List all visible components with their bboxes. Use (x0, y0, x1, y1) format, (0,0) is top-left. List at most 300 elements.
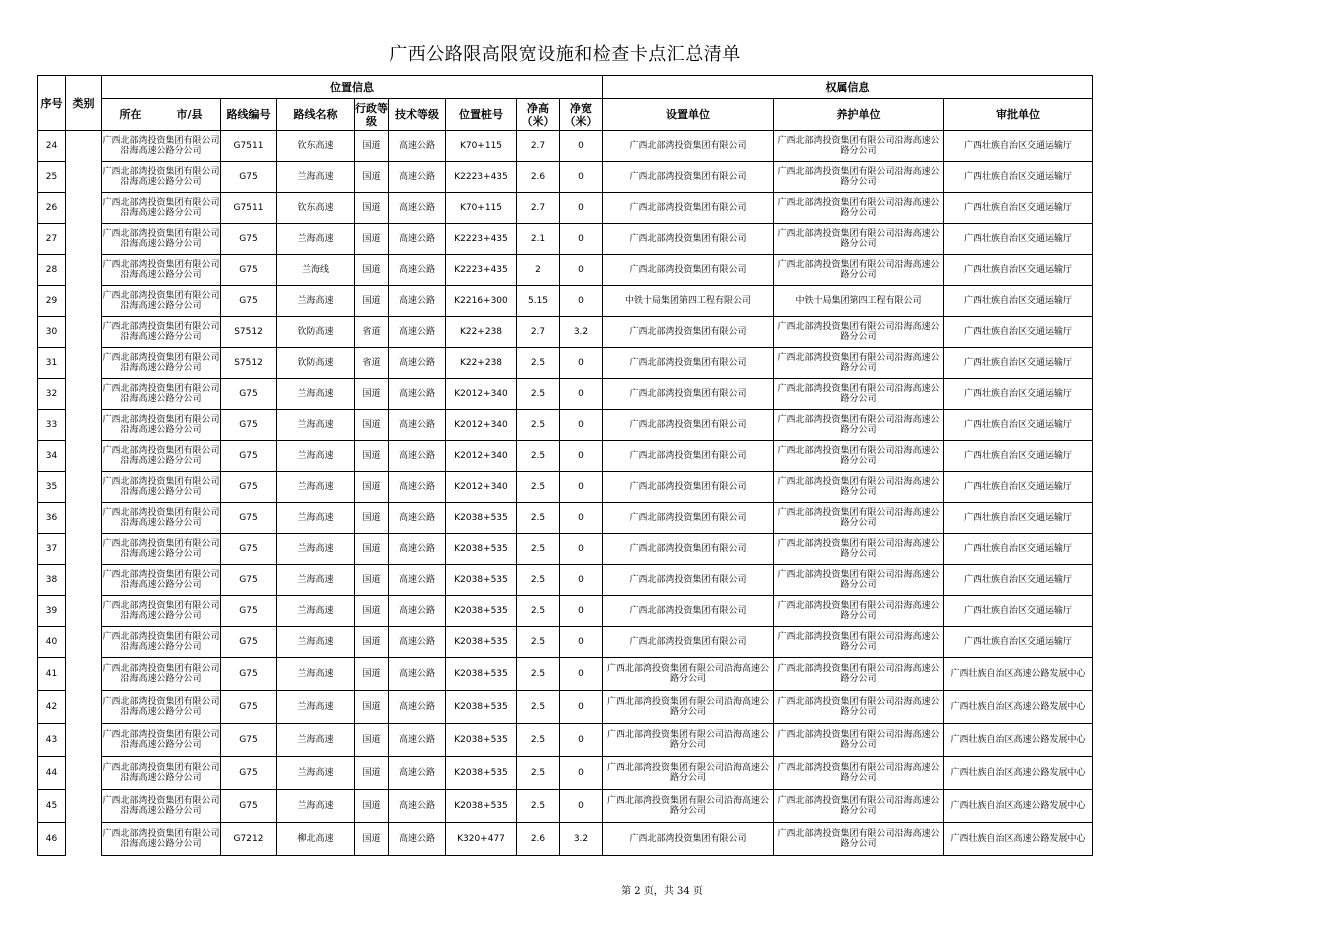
maint-unit-cell: 广西北部湾投资集团有限公司沿海高速公路分公司 (774, 658, 944, 691)
height-cell: 2.5 (517, 503, 560, 534)
route-name-cell: 兰海高速 (277, 691, 355, 724)
page-footer: 第 2 页，共 34 页 (621, 886, 703, 897)
tech-level-cell: 高速公路 (389, 379, 446, 410)
category-cell (66, 131, 102, 162)
table-row (38, 193, 1093, 224)
setup-unit-cell: 广西北部湾投资集团有限公司 (603, 823, 774, 856)
header-loc-a: 所在 (119, 108, 142, 121)
route-no-cell: G75 (221, 472, 277, 503)
setup-unit-cell: 广西北部湾投资集团有限公司 (603, 131, 774, 162)
route-no-cell: G75 (221, 565, 277, 596)
setup-unit-cell: 广西北部湾投资集团有限公司 (603, 596, 774, 627)
route-name-cell: 兰海高速 (277, 286, 355, 317)
table-row (38, 131, 1093, 162)
route-name-cell: 钦防高速 (277, 348, 355, 379)
tech-level-cell: 高速公路 (389, 658, 446, 691)
location-cell: 广西北部湾投资集团有限公司沿海高速公路分公司 (102, 596, 221, 627)
approval-unit-cell: 广西壮族自治区交通运输厅 (944, 410, 1093, 441)
admin-level-cell: 国道 (355, 757, 389, 790)
seq-cell: 30 (38, 317, 66, 348)
route-no-cell: G7511 (221, 131, 277, 162)
location-cell: 广西北部湾投资集团有限公司沿海高速公路分公司 (102, 348, 221, 379)
category-cell (66, 596, 102, 627)
route-name-cell: 兰海高速 (277, 503, 355, 534)
stake-cell: K2038+535 (446, 565, 517, 596)
approval-unit-cell: 广西壮族自治区交通运输厅 (944, 193, 1093, 224)
stake-cell: K2038+535 (446, 503, 517, 534)
category-cell (66, 193, 102, 224)
maint-unit-cell: 广西北部湾投资集团有限公司沿海高速公路分公司 (774, 255, 944, 286)
tech-level-cell: 高速公路 (389, 410, 446, 441)
width-cell: 0 (560, 503, 603, 534)
seq-cell: 46 (38, 823, 66, 856)
header-width: 净宽（米） (560, 99, 603, 131)
table-row (38, 565, 1093, 596)
category-cell (66, 441, 102, 472)
height-cell: 2.5 (517, 348, 560, 379)
width-cell: 0 (560, 162, 603, 193)
maint-unit-cell: 广西北部湾投资集团有限公司沿海高速公路分公司 (774, 162, 944, 193)
maint-unit-cell: 广西北部湾投资集团有限公司沿海高速公路分公司 (774, 724, 944, 757)
table-row (38, 823, 1093, 856)
location-cell: 广西北部湾投资集团有限公司沿海高速公路分公司 (102, 790, 221, 823)
category-cell (66, 255, 102, 286)
height-cell: 2.5 (517, 441, 560, 472)
category-cell (66, 691, 102, 724)
category-cell (66, 286, 102, 317)
location-cell: 广西北部湾投资集团有限公司沿海高速公路分公司 (102, 724, 221, 757)
height-cell: 2.5 (517, 627, 560, 658)
location-cell: 广西北部湾投资集团有限公司沿海高速公路分公司 (102, 224, 221, 255)
location-cell: 广西北部湾投资集团有限公司沿海高速公路分公司 (102, 317, 221, 348)
approval-unit-cell: 广西壮族自治区交通运输厅 (944, 224, 1093, 255)
setup-unit-cell: 广西北部湾投资集团有限公司 (603, 255, 774, 286)
table-row (38, 691, 1093, 724)
width-cell: 0 (560, 472, 603, 503)
table-row (38, 534, 1093, 565)
table-row (38, 317, 1093, 348)
width-cell: 0 (560, 224, 603, 255)
admin-level-cell: 国道 (355, 627, 389, 658)
category-cell (66, 224, 102, 255)
setup-unit-cell: 广西北部湾投资集团有限公司 (603, 379, 774, 410)
route-no-cell: G75 (221, 410, 277, 441)
route-name-cell: 兰海高速 (277, 162, 355, 193)
stake-cell: K2216+300 (446, 286, 517, 317)
height-cell: 2.7 (517, 317, 560, 348)
maint-unit-cell: 广西北部湾投资集团有限公司沿海高速公路分公司 (774, 348, 944, 379)
route-no-cell: G7511 (221, 193, 277, 224)
height-cell: 2.7 (517, 131, 560, 162)
seq-cell: 38 (38, 565, 66, 596)
table-row (38, 724, 1093, 757)
stake-cell: K2223+435 (446, 255, 517, 286)
route-no-cell: G7212 (221, 823, 277, 856)
height-cell: 2.5 (517, 565, 560, 596)
table-row (38, 286, 1093, 317)
table-row (38, 503, 1093, 534)
stake-cell: K2012+340 (446, 441, 517, 472)
height-cell: 2.5 (517, 596, 560, 627)
approval-unit-cell: 广西壮族自治区交通运输厅 (944, 503, 1093, 534)
admin-level-cell: 国道 (355, 224, 389, 255)
setup-unit-cell: 广西北部湾投资集团有限公司 (603, 534, 774, 565)
admin-level-cell: 国道 (355, 658, 389, 691)
approval-unit-cell: 广西壮族自治区高速公路发展中心 (944, 790, 1093, 823)
route-no-cell: G75 (221, 534, 277, 565)
location-cell: 广西北部湾投资集团有限公司沿海高速公路分公司 (102, 565, 221, 596)
seq-cell: 36 (38, 503, 66, 534)
table-row (38, 410, 1093, 441)
admin-level-cell: 国道 (355, 410, 389, 441)
setup-unit-cell: 广西北部湾投资集团有限公司 (603, 224, 774, 255)
table-row (38, 790, 1093, 823)
setup-unit-cell: 广西北部湾投资集团有限公司沿海高速公路分公司 (603, 724, 774, 757)
category-cell (66, 317, 102, 348)
stake-cell: K2038+535 (446, 790, 517, 823)
admin-level-cell: 国道 (355, 534, 389, 565)
header-stake: 位置桩号 (446, 99, 517, 131)
approval-unit-cell: 广西壮族自治区交通运输厅 (944, 317, 1093, 348)
tech-level-cell: 高速公路 (389, 286, 446, 317)
width-cell: 0 (560, 658, 603, 691)
route-name-cell: 兰海高速 (277, 410, 355, 441)
table-row (38, 627, 1093, 658)
route-no-cell: G75 (221, 757, 277, 790)
admin-level-cell: 国道 (355, 472, 389, 503)
seq-cell: 32 (38, 379, 66, 410)
approval-unit-cell: 广西壮族自治区交通运输厅 (944, 286, 1093, 317)
width-cell: 0 (560, 379, 603, 410)
tech-level-cell: 高速公路 (389, 317, 446, 348)
height-cell: 2.5 (517, 658, 560, 691)
approval-unit-cell: 广西壮族自治区交通运输厅 (944, 441, 1093, 472)
setup-unit-cell: 广西北部湾投资集团有限公司 (603, 627, 774, 658)
header-approval-unit: 审批单位 (944, 99, 1093, 131)
route-no-cell: G75 (221, 627, 277, 658)
location-cell: 广西北部湾投资集团有限公司沿海高速公路分公司 (102, 162, 221, 193)
admin-level-cell: 国道 (355, 131, 389, 162)
height-cell: 2.5 (517, 379, 560, 410)
approval-unit-cell: 广西壮族自治区高速公路发展中心 (944, 724, 1093, 757)
setup-unit-cell: 广西北部湾投资集团有限公司 (603, 441, 774, 472)
route-name-cell: 兰海高速 (277, 757, 355, 790)
maint-unit-cell: 广西北部湾投资集团有限公司沿海高速公路分公司 (774, 534, 944, 565)
category-cell (66, 724, 102, 757)
tech-level-cell: 高速公路 (389, 724, 446, 757)
admin-level-cell: 国道 (355, 823, 389, 856)
location-cell: 广西北部湾投资集团有限公司沿海高速公路分公司 (102, 691, 221, 724)
category-cell (66, 503, 102, 534)
maint-unit-cell: 广西北部湾投资集团有限公司沿海高速公路分公司 (774, 224, 944, 255)
seq-cell: 39 (38, 596, 66, 627)
category-cell (66, 162, 102, 193)
stake-cell: K70+115 (446, 193, 517, 224)
height-cell: 2.5 (517, 790, 560, 823)
maint-unit-cell: 广西北部湾投资集团有限公司沿海高速公路分公司 (774, 503, 944, 534)
table-row (38, 255, 1093, 286)
maint-unit-cell: 广西北部湾投资集团有限公司沿海高速公路分公司 (774, 627, 944, 658)
stake-cell: K2038+535 (446, 691, 517, 724)
admin-level-cell: 国道 (355, 565, 389, 596)
table-row (38, 348, 1093, 379)
approval-unit-cell: 广西壮族自治区交通运输厅 (944, 348, 1093, 379)
route-name-cell: 钦防高速 (277, 317, 355, 348)
stake-cell: K2038+535 (446, 534, 517, 565)
tech-level-cell: 高速公路 (389, 757, 446, 790)
seq-cell: 44 (38, 757, 66, 790)
admin-level-cell: 国道 (355, 162, 389, 193)
admin-level-cell: 国道 (355, 503, 389, 534)
admin-level-cell: 国道 (355, 379, 389, 410)
approval-unit-cell: 广西壮族自治区交通运输厅 (944, 596, 1093, 627)
route-name-cell: 兰海高速 (277, 596, 355, 627)
route-name-cell: 兰海高速 (277, 724, 355, 757)
tech-level-cell: 高速公路 (389, 224, 446, 255)
width-cell: 0 (560, 565, 603, 596)
seq-cell: 41 (38, 658, 66, 691)
maint-unit-cell: 广西北部湾投资集团有限公司沿海高速公路分公司 (774, 410, 944, 441)
seq-cell: 31 (38, 348, 66, 379)
route-name-cell: 钦东高速 (277, 193, 355, 224)
admin-level-cell: 国道 (355, 255, 389, 286)
tech-level-cell: 高速公路 (389, 534, 446, 565)
route-name-cell: 兰海高速 (277, 565, 355, 596)
setup-unit-cell: 广西北部湾投资集团有限公司 (603, 565, 774, 596)
route-name-cell: 兰海高速 (277, 224, 355, 255)
header-route-name: 路线名称 (277, 99, 355, 131)
setup-unit-cell: 广西北部湾投资集团有限公司沿海高速公路分公司 (603, 790, 774, 823)
stake-cell: K2038+535 (446, 724, 517, 757)
stake-cell: K2012+340 (446, 410, 517, 441)
maint-unit-cell: 广西北部湾投资集团有限公司沿海高速公路分公司 (774, 790, 944, 823)
approval-unit-cell: 广西壮族自治区交通运输厅 (944, 255, 1093, 286)
seq-cell: 27 (38, 224, 66, 255)
approval-unit-cell: 广西壮族自治区交通运输厅 (944, 379, 1093, 410)
maint-unit-cell: 广西北部湾投资集团有限公司沿海高速公路分公司 (774, 823, 944, 856)
setup-unit-cell: 广西北部湾投资集团有限公司 (603, 503, 774, 534)
category-cell (66, 627, 102, 658)
approval-unit-cell: 广西壮族自治区交通运输厅 (944, 472, 1093, 503)
approval-unit-cell: 广西壮族自治区交通运输厅 (944, 565, 1093, 596)
admin-level-cell: 国道 (355, 691, 389, 724)
seq-cell: 43 (38, 724, 66, 757)
approval-unit-cell: 广西壮族自治区高速公路发展中心 (944, 691, 1093, 724)
admin-level-cell: 省道 (355, 348, 389, 379)
route-name-cell: 兰海高速 (277, 441, 355, 472)
tech-level-cell: 高速公路 (389, 691, 446, 724)
width-cell: 0 (560, 193, 603, 224)
approval-unit-cell: 广西壮族自治区高速公路发展中心 (944, 823, 1093, 856)
width-cell: 3.2 (560, 317, 603, 348)
height-cell: 2.1 (517, 224, 560, 255)
seq-cell: 25 (38, 162, 66, 193)
header-tech-level: 技术等级 (389, 99, 446, 131)
admin-level-cell: 国道 (355, 790, 389, 823)
location-cell: 广西北部湾投资集团有限公司沿海高速公路分公司 (102, 658, 221, 691)
route-no-cell: G75 (221, 255, 277, 286)
seq-cell: 33 (38, 410, 66, 441)
stake-cell: K2038+535 (446, 658, 517, 691)
width-cell: 0 (560, 627, 603, 658)
route-no-cell: G75 (221, 790, 277, 823)
table-row (38, 757, 1093, 790)
stake-cell: K2038+535 (446, 596, 517, 627)
seq-cell: 28 (38, 255, 66, 286)
setup-unit-cell: 广西北部湾投资集团有限公司 (603, 348, 774, 379)
setup-unit-cell: 广西北部湾投资集团有限公司沿海高速公路分公司 (603, 691, 774, 724)
width-cell: 0 (560, 441, 603, 472)
stake-cell: K2223+435 (446, 224, 517, 255)
tech-level-cell: 高速公路 (389, 131, 446, 162)
setup-unit-cell: 广西北部湾投资集团有限公司沿海高速公路分公司 (603, 658, 774, 691)
location-cell: 广西北部湾投资集团有限公司沿海高速公路分公司 (102, 441, 221, 472)
seq-cell: 45 (38, 790, 66, 823)
route-no-cell: G75 (221, 441, 277, 472)
width-cell: 0 (560, 255, 603, 286)
route-no-cell: G75 (221, 596, 277, 627)
admin-level-cell: 省道 (355, 317, 389, 348)
location-cell: 广西北部湾投资集团有限公司沿海高速公路分公司 (102, 757, 221, 790)
width-cell: 0 (560, 757, 603, 790)
stake-cell: K2012+340 (446, 472, 517, 503)
location-cell: 广西北部湾投资集团有限公司沿海高速公路分公司 (102, 410, 221, 441)
seq-cell: 40 (38, 627, 66, 658)
route-name-cell: 兰海高速 (277, 627, 355, 658)
height-cell: 2.5 (517, 534, 560, 565)
width-cell: 0 (560, 724, 603, 757)
route-name-cell: 兰海高速 (277, 790, 355, 823)
stake-cell: K2012+340 (446, 379, 517, 410)
setup-unit-cell: 广西北部湾投资集团有限公司 (603, 410, 774, 441)
header-loc-b: 市/县 (176, 108, 203, 121)
category-cell (66, 534, 102, 565)
category-cell (66, 757, 102, 790)
height-cell: 5.15 (517, 286, 560, 317)
admin-level-cell: 国道 (355, 441, 389, 472)
category-cell (66, 379, 102, 410)
location-cell: 广西北部湾投资集团有限公司沿海高速公路分公司 (102, 255, 221, 286)
header-admin-level: 行政等级 (355, 99, 389, 131)
tech-level-cell: 高速公路 (389, 193, 446, 224)
table-body (38, 131, 1093, 856)
height-cell: 2.6 (517, 823, 560, 856)
location-cell: 广西北部湾投资集团有限公司沿海高速公路分公司 (102, 379, 221, 410)
seq-cell: 42 (38, 691, 66, 724)
approval-unit-cell: 广西壮族自治区高速公路发展中心 (944, 757, 1093, 790)
width-cell: 0 (560, 131, 603, 162)
location-cell: 广西北部湾投资集团有限公司沿海高速公路分公司 (102, 472, 221, 503)
tech-level-cell: 高速公路 (389, 596, 446, 627)
maint-unit-cell: 广西北部湾投资集团有限公司沿海高速公路分公司 (774, 441, 944, 472)
setup-unit-cell: 广西北部湾投资集团有限公司沿海高速公路分公司 (603, 757, 774, 790)
height-cell: 2.6 (517, 162, 560, 193)
header-maint-unit: 养护单位 (774, 99, 944, 131)
category-cell (66, 658, 102, 691)
route-no-cell: G75 (221, 724, 277, 757)
location-cell: 广西北部湾投资集团有限公司沿海高速公路分公司 (102, 534, 221, 565)
location-cell: 广西北部湾投资集团有限公司沿海高速公路分公司 (102, 193, 221, 224)
height-cell: 2.5 (517, 757, 560, 790)
stake-cell: K2038+535 (446, 627, 517, 658)
table-row (38, 658, 1093, 691)
width-cell: 0 (560, 286, 603, 317)
seq-cell: 35 (38, 472, 66, 503)
location-cell: 广西北部湾投资集团有限公司沿海高速公路分公司 (102, 286, 221, 317)
header-height: 净高（米） (517, 99, 560, 131)
table-row (38, 379, 1093, 410)
table-row (38, 224, 1093, 255)
route-no-cell: S7512 (221, 317, 277, 348)
table-row (38, 441, 1093, 472)
admin-level-cell: 国道 (355, 724, 389, 757)
route-name-cell: 兰海高速 (277, 472, 355, 503)
category-cell (66, 565, 102, 596)
header-setup-unit: 设置单位 (603, 99, 774, 131)
height-cell: 2.5 (517, 691, 560, 724)
seq-cell: 24 (38, 131, 66, 162)
stake-cell: K2223+435 (446, 162, 517, 193)
setup-unit-cell: 广西北部湾投资集团有限公司 (603, 472, 774, 503)
category-cell (66, 348, 102, 379)
width-cell: 0 (560, 534, 603, 565)
width-cell: 0 (560, 790, 603, 823)
location-cell: 广西北部湾投资集团有限公司沿海高速公路分公司 (102, 131, 221, 162)
maint-unit-cell: 广西北部湾投资集团有限公司沿海高速公路分公司 (774, 596, 944, 627)
height-cell: 2.7 (517, 193, 560, 224)
header-seq: 序号 (38, 76, 66, 131)
tech-level-cell: 高速公路 (389, 255, 446, 286)
tech-level-cell: 高速公路 (389, 162, 446, 193)
header-route-no: 路线编号 (221, 99, 277, 131)
maint-unit-cell: 广西北部湾投资集团有限公司沿海高速公路分公司 (774, 565, 944, 596)
maint-unit-cell: 广西北部湾投资集团有限公司沿海高速公路分公司 (774, 691, 944, 724)
tech-level-cell: 高速公路 (389, 472, 446, 503)
header-location-group: 位置信息 (102, 76, 603, 99)
route-no-cell: G75 (221, 224, 277, 255)
category-cell (66, 410, 102, 441)
location-cell: 广西北部湾投资集团有限公司沿海高速公路分公司 (102, 823, 221, 856)
route-no-cell: G75 (221, 503, 277, 534)
stake-cell: K22+238 (446, 348, 517, 379)
location-cell: 广西北部湾投资集团有限公司沿海高速公路分公司 (102, 503, 221, 534)
header-ownership-group: 权属信息 (603, 76, 1093, 99)
approval-unit-cell: 广西壮族自治区交通运输厅 (944, 162, 1093, 193)
seq-cell: 37 (38, 534, 66, 565)
header-location (102, 99, 221, 131)
route-name-cell: 兰海高速 (277, 658, 355, 691)
width-cell: 0 (560, 596, 603, 627)
category-cell (66, 472, 102, 503)
category-cell (66, 790, 102, 823)
tech-level-cell: 高速公路 (389, 790, 446, 823)
maint-unit-cell: 广西北部湾投资集团有限公司沿海高速公路分公司 (774, 379, 944, 410)
maint-unit-cell: 广西北部湾投资集团有限公司沿海高速公路分公司 (774, 757, 944, 790)
setup-unit-cell: 广西北部湾投资集团有限公司 (603, 193, 774, 224)
table-row (38, 472, 1093, 503)
setup-unit-cell: 广西北部湾投资集团有限公司 (603, 317, 774, 348)
admin-level-cell: 国道 (355, 286, 389, 317)
stake-cell: K320+477 (446, 823, 517, 856)
tech-level-cell: 高速公路 (389, 823, 446, 856)
seq-cell: 26 (38, 193, 66, 224)
maint-unit-cell: 广西北部湾投资集团有限公司沿海高速公路分公司 (774, 472, 944, 503)
route-name-cell: 钦东高速 (277, 131, 355, 162)
tech-level-cell: 高速公路 (389, 503, 446, 534)
stake-cell: K70+115 (446, 131, 517, 162)
maint-unit-cell: 广西北部湾投资集团有限公司沿海高速公路分公司 (774, 317, 944, 348)
setup-unit-cell: 广西北部湾投资集团有限公司 (603, 162, 774, 193)
